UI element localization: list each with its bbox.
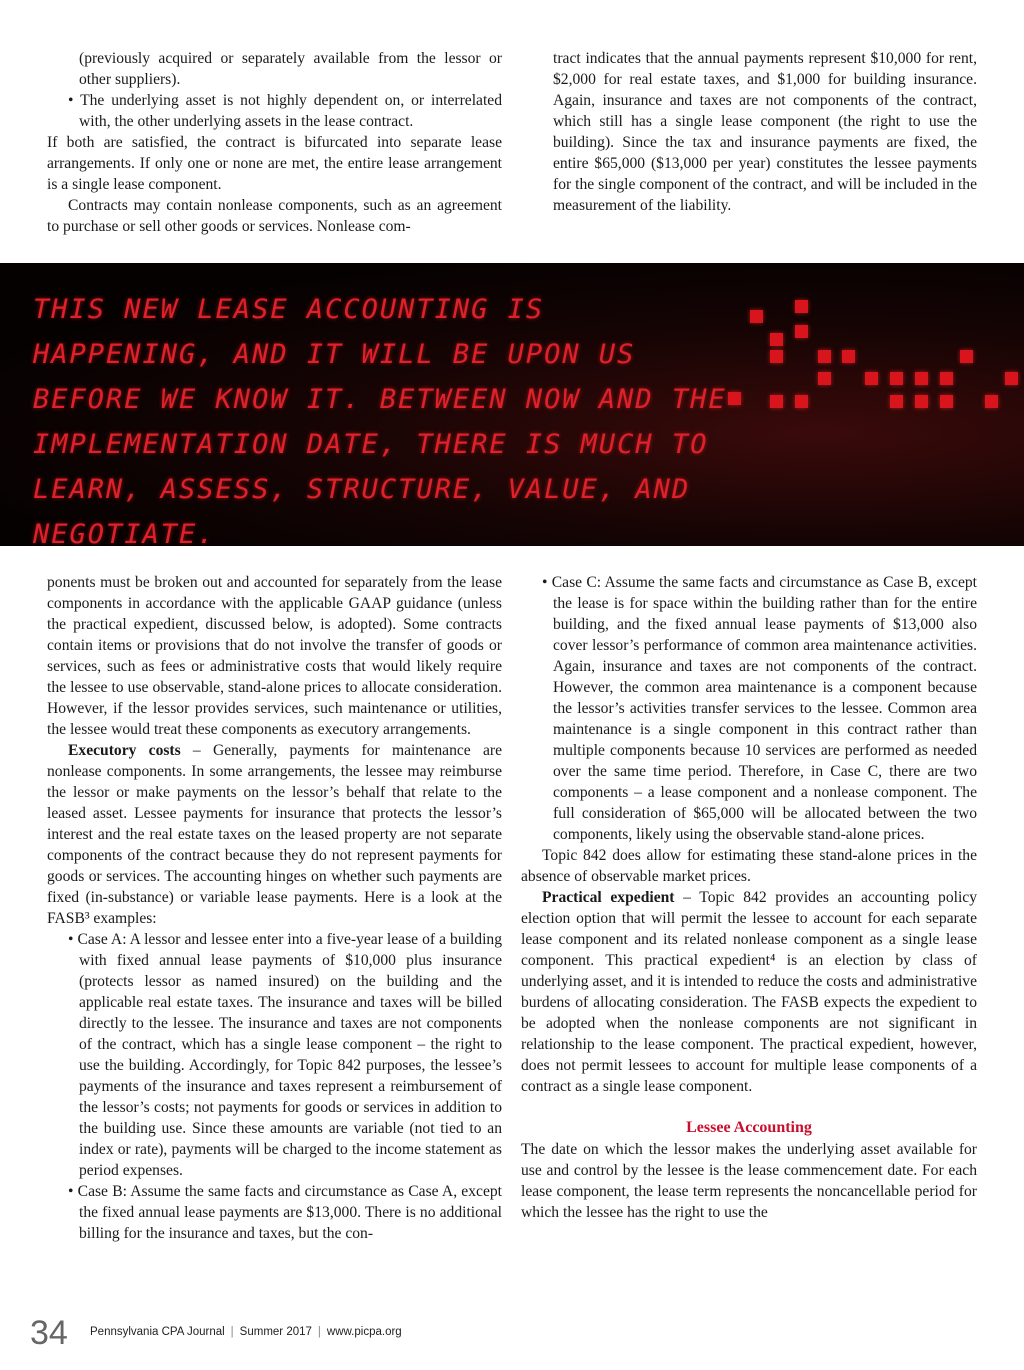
top-right-column [521, 48, 977, 216]
bullet-item: • The underlying asset is not highly dependent on, or interrelated with, the other underlying assets in the lease contract. [68, 92, 502, 130]
led-square [770, 395, 783, 408]
led-square [795, 325, 808, 338]
led-square [770, 350, 783, 363]
paragraph: Executory costs – Generally, payments for maintenance are nonlease components. In some arrangements, the lessee may reimburse the lessor or make payments on the lessor’s behalf that relate to the leased asset. Lessee payments for insurance that protects the lessor’s interest and the real estate taxes on the leased property are not separate components of the contract because they do not represent payments for goods or services. The accounting hinges on whether such payments are fixed (in-substance) or variable lease payments. Here is a look at the FASB³ examples: [47, 742, 502, 927]
pull-quote-banner [0, 263, 1024, 546]
led-square [890, 395, 903, 408]
run-in-heading: Practical expedient [542, 889, 675, 906]
paragraph: If both are satisfied, the contract is bifurcated into separate lease arrangements. If only one or none are met, the entire lease arrangement is a single lease component. [47, 134, 502, 193]
bottom-left-column [47, 572, 502, 1244]
run-in-heading: Executory costs [68, 742, 181, 759]
led-square [818, 350, 831, 363]
led-square [960, 350, 973, 363]
paragraph: Contracts may contain nonlease components, such as an agreement to purchase or sell other goods or services. Nonlease com- [47, 197, 502, 235]
led-square [795, 300, 808, 313]
led-square [890, 372, 903, 385]
led-square [1005, 372, 1018, 385]
footer-credits [90, 1326, 402, 1338]
paragraph: tract indicates that the annual payments represent $10,000 for rent, $2,000 for real estate taxes, and $1,000 for building insurance. Again, insurance and taxes are not components of the contract, which still has a single lease component (the right to use the building). Since the tax and insurance payments are fixed, the entire $65,000 ($13,000 per year) constitutes the lessee payments for the single component of the contract, and will be included in the measurement of the liability. [553, 50, 977, 214]
paragraph: Topic 842 does allow for estimating these stand-alone prices in the absence of observable market prices. [521, 847, 977, 885]
page-footer [0, 1310, 1024, 1360]
led-square [915, 395, 928, 408]
page-number: 34 [30, 1314, 68, 1352]
led-square [842, 350, 855, 363]
led-square [985, 395, 998, 408]
led-square [940, 395, 953, 408]
bottom-right-column [521, 572, 977, 1223]
separator: | [230, 1326, 234, 1338]
pull-quote-text: THIS NEW LEASE ACCOUNTING IS HAPPENING, AND IT WILL BE UPON US BEFORE WE KNOW IT. BETWEEN NOW AND THE IMPLEMENTATION DATE, THERE IS MUCH TO LEARN, ASSESS, STRUCTURE, VALUE, AND NEGOTIATE. [33, 294, 727, 546]
paragraph: Practical expedient – Topic 842 provides an accounting policy election option that will permit the lessee to account for each separate lease component and its related nonlease component as a single lease component. This practical expedient⁴ is an election by class of underlying asset, and it is intended to reduce the costs and administrative burdens of allocating consideration. The FASB expects the expedient to be adopted when the nonlease components are not significant in relationship to the lease component. The practical expedient, however, does not permit lessees to account for multiple lease components of a contract as a single lease component. [521, 889, 977, 1095]
bullet-item: • Case C: Assume the same facts and circumstance as Case B, except the lease is for space within the building rather than for the entire building, and the fixed annual lease payments of $13,000 also cover lessor’s performance of common area maintenance activities. Again, insurance and taxes are not components of the contract. However, the common area maintenance is a component because the lessor’s activities transfer services to the lessee. Common area maintenance is a single component in this contract rather than multiple components because 10 services are performed as needed over the same time period. Therefore, in Case C, there are two components – a lease component and a nonlease component. The full consideration of $65,000 will be allocated between the two components, likely using the observable stand-alone prices. [542, 574, 977, 843]
website-link[interactable]: www.picpa.org [326, 1326, 402, 1338]
separator: | [317, 1326, 321, 1338]
journal-name: Pennsylvania CPA Journal [90, 1326, 225, 1338]
led-square [940, 372, 953, 385]
paragraph: The date on which the lessor makes the underlying asset available for use and control by the lessee is the lease commencement date. For each lease component, the lease term represents the noncancellable period for which the lessee has the right to use the [521, 1141, 977, 1221]
led-square [915, 372, 928, 385]
paragraph: (previously acquired or separately available from the lessor or other suppliers). [79, 50, 502, 88]
led-square [750, 310, 763, 323]
led-square [795, 395, 808, 408]
issue-date: Summer 2017 [239, 1326, 312, 1338]
top-left-column [47, 48, 502, 237]
led-square [728, 392, 741, 405]
bullet-item: • Case A: A lessor and lessee enter into a five-year lease of a building with fixed annual lease payments of $10,000 plus insurance (protects lessor as named insured) on the building and the applicable real estate taxes. The insurance and taxes will be billed directly to the lessee. The insurance and taxes are not components of the contract, which has a single lease component – the right to use the building. Accordingly, for Topic 842 purposes, the lessee’s payments of the insurance and taxes represent a reimbursement of the lessor’s costs; not payments for goods or services in addition to the building use. Since these amounts are variable (not tied to an index or rate), payments will be charged to the income statement as period expenses. [68, 931, 502, 1179]
paragraph: ponents must be broken out and accounted for separately from the lease components in accordance with the applicable GAAP guidance (unless the practical expedient, discussed below, is adopted). Some contracts contain items or provisions that do not involve the transfer of goods or services, such as fees or administrative costs that would likely require the lessee to use observable, stand-alone prices to allocate consideration. However, if the lessor provides services, such maintenance or utilities, the lessee would treat these components as executory arrangements. [47, 574, 502, 738]
led-square [770, 333, 783, 346]
section-heading: Lessee Accounting [686, 1119, 812, 1136]
bullet-item: • Case B: Assume the same facts and circumstance as Case A, except the fixed annual lease payments are $13,000. There is no additional billing for the insurance and taxes, but the con- [68, 1183, 502, 1242]
led-square [865, 372, 878, 385]
led-square [818, 372, 831, 385]
